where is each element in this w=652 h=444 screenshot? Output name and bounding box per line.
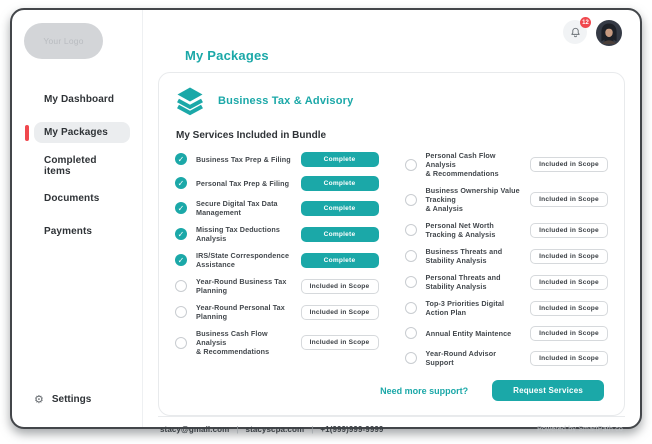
radio-icon[interactable] [405,224,417,236]
service-row [175,251,379,269]
service-row [175,225,379,243]
contact-item: stacy@gmail.com [160,425,230,434]
notification-badge: 12 [580,17,591,28]
check-icon[interactable] [175,153,187,165]
service-status-button[interactable]: Included in Scope [530,249,608,264]
service-label: Business Tax Prep & Filing [196,154,291,164]
service-status-button[interactable]: Included in Scope [301,335,379,350]
package-card [158,72,625,416]
service-row [405,186,609,213]
check-icon[interactable] [175,177,187,189]
sidebar-item-settings[interactable] [34,394,91,405]
service-row [405,299,609,317]
radio-icon[interactable] [405,302,417,314]
gear-icon: ⚙ [34,393,44,406]
service-row [175,151,379,167]
service-label: Personal Tax Prep & Filing [196,178,290,188]
bundle-title: Business Tax & Advisory [218,95,354,107]
need-more-support-link[interactable]: Need more support? [380,385,469,396]
service-label: Year-Round Personal Tax Planning [196,303,285,321]
page-title: My Packages [185,48,269,63]
support-row [175,380,608,401]
service-label: IRS/State Correspondence Assistance [196,251,290,269]
powered-by-label: Powered by SmartPath.co [537,426,623,433]
request-services-button[interactable]: Request Services [492,380,604,401]
user-avatar[interactable] [596,20,622,46]
contact-item: | +1(999)999-9999 [304,425,383,434]
radio-icon[interactable] [405,352,417,364]
footer-contacts [160,425,383,434]
services-grid [175,151,608,367]
radio-icon[interactable] [405,250,417,262]
service-label: Year-Round Business Tax Planning [196,277,287,295]
avatar-image [596,20,622,46]
service-label: Personal Net Worth Tracking & Analysis [425,221,496,239]
service-status-button[interactable]: Complete [301,253,379,268]
service-status-button[interactable]: Complete [301,201,379,216]
sidebar-item-documents[interactable] [34,188,130,209]
service-label: Missing Tax Deductions Analysis [196,225,280,243]
service-label: Personal Cash Flow Analysis & Recommendations [425,151,499,178]
radio-icon[interactable] [405,327,417,339]
service-row [405,247,609,265]
layers-icon [175,86,205,116]
bundle-header [175,86,608,116]
notifications-button[interactable] [563,20,587,44]
radio-icon[interactable] [405,276,417,288]
service-label: Business Ownership Value Tracking & Analysis [425,186,520,213]
active-indicator [25,125,29,141]
service-status-button[interactable]: Included in Scope [301,305,379,320]
check-icon[interactable] [175,254,187,266]
service-row [175,199,379,217]
contact-item: | stacyscpa.com [229,425,304,434]
service-status-button[interactable]: Included in Scope [301,279,379,294]
service-row [175,277,379,295]
radio-icon[interactable] [175,306,187,318]
sidebar-nav [12,89,142,242]
topbar [158,20,625,46]
service-label: Top-3 Priorities Digital Action Plan [425,299,505,317]
service-row [405,325,609,341]
service-label: Business Cash Flow Analysis & Recommendations [196,329,270,356]
section-title: My Services Included in Bundle [176,130,327,141]
sidebar-item-label: My Dashboard [44,94,115,105]
main-area [143,10,640,434]
service-status-button[interactable]: Complete [301,227,379,242]
service-label: Personal Threats and Stability Analysis [425,273,501,291]
logo-text: Your Logo [43,36,84,46]
footer [158,416,625,444]
app-window [10,8,642,434]
sidebar-item-payments[interactable] [34,221,130,242]
service-status-button[interactable]: Included in Scope [530,275,608,290]
service-row [175,303,379,321]
service-status-button[interactable]: Included in Scope [530,223,608,238]
check-icon[interactable] [175,228,187,240]
radio-icon[interactable] [175,337,187,349]
sidebar-item-my-dashboard[interactable] [34,89,130,110]
check-icon[interactable] [175,202,187,214]
settings-label: Settings [51,394,92,405]
sidebar-item-label: Completed items [44,154,97,177]
service-status-button[interactable]: Complete [301,176,379,191]
service-row [175,175,379,191]
service-status-button[interactable]: Included in Scope [530,351,608,366]
service-row [405,349,609,367]
services-column-right [405,151,609,367]
sidebar-item-label: Payments [44,226,93,237]
service-row [405,273,609,291]
service-status-button[interactable]: Included in Scope [530,326,608,341]
service-row [175,329,379,356]
sidebar [12,10,143,427]
service-status-button[interactable]: Included in Scope [530,157,608,172]
services-column-left [175,151,379,367]
radio-icon[interactable] [405,159,417,171]
service-status-button[interactable]: Included in Scope [530,192,608,207]
service-row [405,151,609,178]
service-label: Annual Entity Maintence [425,328,512,338]
sidebar-item-my-packages[interactable] [34,122,130,143]
service-label: Secure Digital Tax Data Management [196,199,278,217]
radio-icon[interactable] [405,194,417,206]
bell-icon [569,26,582,39]
logo-placeholder [24,23,103,59]
sidebar-item-label: My Packages [44,127,108,138]
service-status-button[interactable]: Included in Scope [530,301,608,316]
service-label: Year-Round Advisor Support [425,349,497,367]
sidebar-item-completed-items[interactable] [34,155,130,176]
service-row [405,221,609,239]
sidebar-item-label: Documents [44,193,100,204]
service-label: Business Threats and Stability Analysis [425,247,503,265]
radio-icon[interactable] [175,280,187,292]
service-status-button[interactable]: Complete [301,152,379,167]
